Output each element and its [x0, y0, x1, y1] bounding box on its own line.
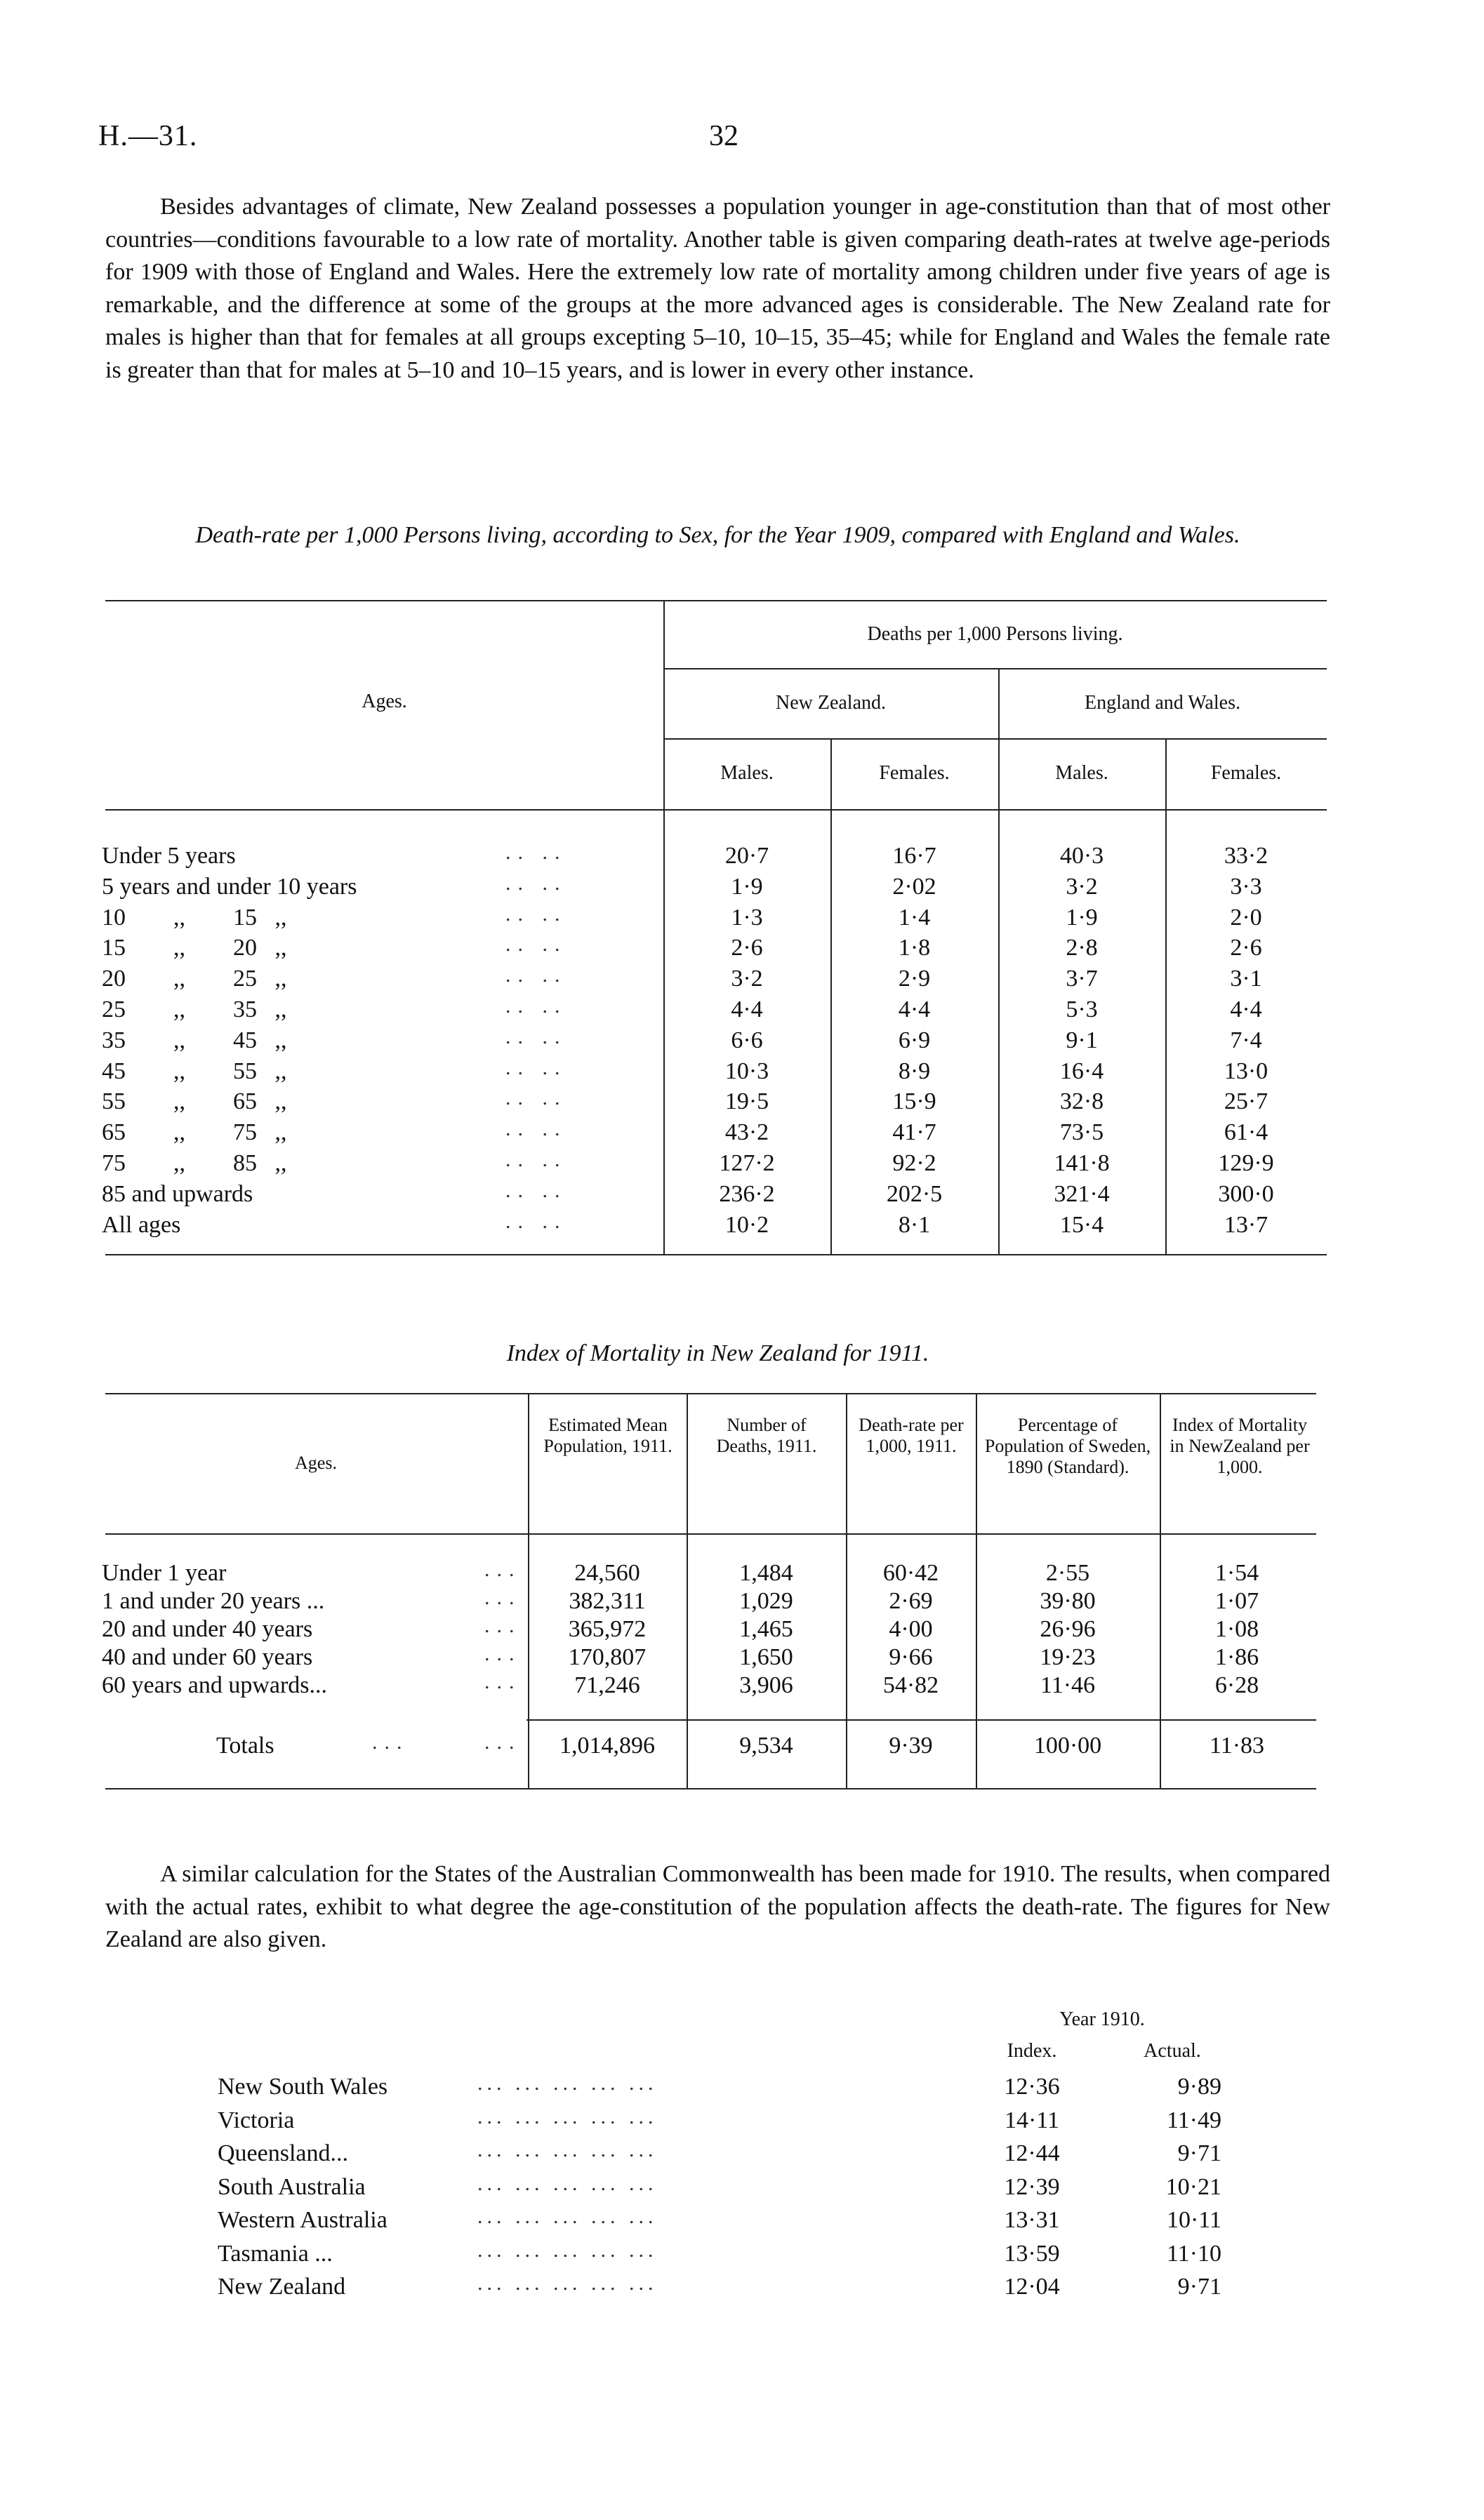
table1-cell: 2·6	[731, 935, 763, 961]
table1-row-age: All ages	[102, 1211, 181, 1238]
table1-cell: 9·1	[1066, 1027, 1098, 1053]
table3-col-actual: Actual.	[1144, 2040, 1201, 2062]
table1-cell: 15·9	[892, 1088, 936, 1115]
table2-cell: 71,246	[574, 1672, 640, 1698]
table1-cell: 13·7	[1224, 1211, 1268, 1238]
leader-dots: .. ..	[505, 1055, 567, 1079]
table1-row-age: 35 ,, 45 ,,	[102, 1027, 287, 1053]
table1-cell: 61·4	[1224, 1119, 1268, 1146]
table1-cell: 1·8	[898, 935, 931, 961]
table1-row-age: 25 ,, 35 ,,	[102, 996, 287, 1022]
table2-cell: 26·96	[1040, 1616, 1096, 1642]
table3-cell-actual: 11·49	[1166, 2107, 1221, 2133]
table1-row-age: 85 and upwards	[102, 1180, 253, 1207]
table1-caption: Death-rate per 1,000 Persons living, according to Sex, for the Year 1909, compared with England and Wales.	[195, 522, 1240, 548]
table2-row-age: 40 and under 60 years	[102, 1644, 313, 1670]
table1-cell: 141·8	[1054, 1150, 1110, 1176]
table2-cell: 4·00	[889, 1616, 933, 1642]
table1-cell: 73·5	[1059, 1119, 1104, 1146]
leader-dots: ...	[484, 1731, 522, 1754]
table2-cell: 382,311	[569, 1588, 646, 1614]
table2-totals-rule	[526, 1719, 1316, 1721]
table2-cell: 54·82	[882, 1672, 939, 1698]
table1-row-age: 5 years and under 10 years	[102, 873, 357, 900]
table1-header-ew-males: Males.	[1055, 762, 1108, 784]
leader-dots: ... ... ... ... ...	[477, 2238, 658, 2262]
table2-cell: 1·86	[1214, 1644, 1259, 1670]
table1-cell: 43·2	[724, 1119, 769, 1146]
table3-cell-index: 13·59	[1004, 2240, 1060, 2267]
table1-cell: 127·2	[719, 1150, 775, 1176]
table1-cell: 19·5	[724, 1088, 769, 1115]
table3-row-state: New South Wales	[218, 2074, 388, 2100]
leader-dots: .. ..	[505, 964, 567, 987]
table1-cell: 2·9	[898, 966, 931, 992]
table2-cell: 3,906	[739, 1672, 793, 1698]
leader-dots: .. ..	[505, 1117, 567, 1141]
table2-totals-deaths: 9,534	[739, 1733, 793, 1759]
table1-row-age: 10 ,, 15 ,,	[102, 904, 287, 931]
leader-dots: .. ..	[505, 994, 567, 1018]
table1-cell: 4·4	[1230, 996, 1262, 1022]
table3-cell-index: 12·04	[1004, 2274, 1060, 2300]
table1-cell: 13·0	[1224, 1058, 1268, 1084]
table1-cell: 40·3	[1059, 843, 1104, 869]
table1-cell: 3·2	[1066, 873, 1098, 900]
table2-header-rule	[105, 1533, 1316, 1535]
table1-cell: 6·6	[731, 1027, 763, 1053]
table1-header-ew: England and Wales.	[1085, 692, 1240, 714]
leader-dots: ...	[484, 1558, 522, 1581]
table3-cell-actual: 11·10	[1166, 2240, 1221, 2267]
table2-header-deaths: Number of Deaths, 1911.	[716, 1415, 817, 1456]
table1-cell: 3·1	[1230, 966, 1262, 992]
table2-top-rule	[105, 1393, 1316, 1394]
table2-row-age: Under 1 year	[102, 1560, 227, 1586]
table2-cell: 1,484	[739, 1560, 793, 1586]
table1-cell: 3·7	[1066, 966, 1098, 992]
table1-cell: 1·9	[1066, 904, 1098, 931]
table1-bottom-rule	[105, 1254, 1327, 1255]
table1-cell: 16·4	[1059, 1058, 1104, 1084]
table1-header-ages: Ages.	[362, 691, 407, 712]
leader-dots: ... ... ... ... ...	[477, 2105, 658, 2128]
table1-cell: 202·5	[886, 1180, 943, 1207]
table2-totals-pop: 1,014,896	[559, 1733, 655, 1759]
table1-cell: 2·0	[1230, 904, 1262, 931]
table1-row-age: 65 ,, 75 ,,	[102, 1119, 287, 1146]
table1-sub-rule	[663, 738, 1327, 740]
table1-cell: 10·2	[724, 1211, 769, 1238]
table1-row-age: 15 ,, 20 ,,	[102, 935, 287, 961]
table1-cell: 300·0	[1218, 1180, 1274, 1207]
table2-cell: 9·66	[889, 1644, 933, 1670]
table1-cell: 5·3	[1066, 996, 1098, 1022]
table1-cell: 25·7	[1224, 1088, 1268, 1115]
table1-cell: 4·4	[898, 996, 931, 1022]
table1-cell: 41·7	[892, 1119, 936, 1146]
table2-cell: 1·08	[1214, 1616, 1259, 1642]
leader-dots: .. ..	[505, 933, 567, 956]
table1-header-ew-females: Females.	[1210, 762, 1282, 784]
table1-cell: 92·2	[892, 1150, 936, 1176]
table2-totals-index: 11·83	[1209, 1733, 1265, 1759]
leader-dots: ... ... ... ... ...	[477, 2272, 658, 2295]
table2-cell: 24,560	[574, 1560, 640, 1586]
table3-cell-actual: 9·89	[1177, 2074, 1221, 2100]
table2-cell: 1·07	[1214, 1588, 1259, 1614]
closing-paragraph: A similar calculation for the States of the Australian Commonwealth has been made for 1910. The results, when compared with the actual rates, exhibit to what degree the age-constitution of the population affects the death-rate. The figures for New Zealand are also given.	[105, 1861, 1330, 1952]
leader-dots: .. ..	[505, 1086, 567, 1110]
table3-cell-index: 14·11	[1004, 2107, 1060, 2133]
table3-year-label: Year 1910.	[1059, 2008, 1145, 2030]
table2-cell: 365,972	[568, 1616, 647, 1642]
table2-bottom-rule	[105, 1788, 1316, 1789]
table3-cell-index: 12·44	[1004, 2140, 1060, 2166]
table3-row-state: New Zealand	[218, 2274, 346, 2300]
table1-cell: 3·3	[1230, 873, 1262, 900]
table1-cell: 16·7	[892, 843, 936, 869]
page-number: 32	[709, 120, 738, 152]
table2-cell: 6·28	[1214, 1672, 1259, 1698]
table3-row-state: South Australia	[218, 2173, 366, 2200]
table2-cell: 39·80	[1040, 1588, 1096, 1614]
leader-dots: .. ..	[505, 1148, 567, 1171]
table2-cell: 2·55	[1045, 1560, 1090, 1586]
table1-group-rule	[663, 668, 1327, 669]
table1-top-rule	[105, 600, 1327, 601]
table1-cell: 3·2	[731, 966, 763, 992]
leader-dots: ... ... ... ... ...	[477, 2072, 658, 2095]
leader-dots: ...	[484, 1642, 522, 1665]
table3-cell-index: 13·31	[1004, 2207, 1060, 2233]
table2-cell: 19·23	[1040, 1644, 1096, 1670]
table1-cell: 7·4	[1230, 1027, 1262, 1053]
table1-cell: 1·9	[731, 873, 763, 900]
table2-cell: 11·46	[1040, 1672, 1096, 1698]
table1-cell: 2·02	[892, 873, 936, 900]
leader-dots: .. ..	[505, 1178, 567, 1202]
table1-cell: 10·3	[724, 1058, 769, 1084]
leader-dots: ... ... ... ... ...	[477, 2138, 658, 2161]
table2-header-ages: Ages.	[295, 1453, 337, 1473]
table3-row-state: Tasmania ...	[218, 2240, 333, 2267]
leader-dots: ...	[484, 1670, 522, 1693]
leader-dots: ...	[484, 1614, 522, 1637]
table1-row-age: Under 5 years	[102, 843, 236, 869]
table1-cell: 2·6	[1230, 935, 1262, 961]
table1-cell: 236·2	[719, 1180, 775, 1207]
table1-cell: 32·8	[1059, 1088, 1104, 1115]
table3-cell-actual: 9·71	[1177, 2140, 1221, 2166]
table1-header-nz: New Zealand.	[775, 692, 887, 714]
table1-cell: 8·9	[898, 1058, 931, 1084]
table1-cell: 1·4	[898, 904, 931, 931]
table2-header-pct: Percentage of Population of Sweden, 1890 (Standard).	[984, 1415, 1151, 1477]
table2-cell: 1,465	[739, 1616, 793, 1642]
table2-row-age: 60 years and upwards...	[102, 1672, 328, 1698]
table2-cell: 1,650	[739, 1644, 793, 1670]
table3-cell-actual: 9·71	[1177, 2274, 1221, 2300]
table1-cell: 20·7	[724, 843, 769, 869]
table1-cell: 33·2	[1224, 843, 1268, 869]
table1-header-rule	[105, 809, 1327, 811]
table1-row-age: 55 ,, 65 ,,	[102, 1088, 287, 1115]
table2-header-rate: Death-rate per 1,000, 1911.	[859, 1415, 964, 1456]
intro-paragraph: Besides advantages of climate, New Zealand possesses a population younger in age-constitution than that of most other countries—conditions favourable to a low rate of mortality. Another table is given comparing death-rates at twelve age-periods for 1909 with those of England and Wales. Here the extremely low rate of mortality among children under five years of age is remarkable, and the difference at some of the groups at the more advanced ages is considerable. The New Zealand rate for males is higher than that for females at all groups excepting 5–10, 10–15, 35–45; while for England and Wales the female rate is greater than that for males at 5–10 and 10–15 years, and is lower in every other instance.	[105, 194, 1330, 383]
leader-dots: .. ..	[505, 1025, 567, 1048]
table3-col-index: Index.	[1007, 2040, 1057, 2062]
table1-row-age: 75 ,, 85 ,,	[102, 1150, 287, 1176]
table2-cell: 1,029	[739, 1588, 793, 1614]
table2-header-pop: Estimated Mean Population, 1911.	[543, 1415, 673, 1456]
table1-row-age: 45 ,, 55 ,,	[102, 1058, 287, 1084]
table3-cell-index: 12·39	[1004, 2173, 1060, 2200]
document-id: H.—31.	[98, 120, 198, 152]
table2-header-index: Index of Mortality in NewZealand per 1,000.	[1170, 1415, 1310, 1477]
table2-cell: 60·42	[882, 1560, 939, 1586]
table1-cell: 1·3	[731, 904, 763, 931]
leader-dots: ...	[372, 1731, 409, 1754]
leader-dots: ...	[484, 1586, 522, 1609]
table2-cell: 170,807	[568, 1644, 647, 1670]
table2-caption: Index of Mortality in New Zealand for 1911.	[506, 1340, 929, 1366]
table1-header-group: Deaths per 1,000 Persons living.	[867, 623, 1123, 645]
table1-cell: 15·4	[1059, 1211, 1104, 1238]
table3-row-state: Western Australia	[218, 2207, 387, 2233]
leader-dots: ... ... ... ... ...	[477, 2171, 658, 2195]
table1-cell: 321·4	[1054, 1180, 1110, 1207]
leader-dots: .. ..	[505, 1209, 567, 1233]
table1-row-age: 20 ,, 25 ,,	[102, 966, 287, 992]
table1-cell: 2·8	[1066, 935, 1098, 961]
table3-cell-actual: 10·21	[1165, 2173, 1221, 2200]
leader-dots: .. ..	[505, 841, 567, 864]
table2-row-age: 20 and under 40 years	[102, 1616, 313, 1642]
leader-dots: .. ..	[505, 902, 567, 926]
table1-header-nz-males: Males.	[720, 762, 774, 784]
table3-row-state: Victoria	[218, 2107, 295, 2133]
leader-dots: .. ..	[505, 871, 567, 895]
table1-cell: 8·1	[898, 1211, 931, 1238]
table2-cell: 2·69	[889, 1588, 933, 1614]
table2-totals-pct: 100·00	[1033, 1733, 1102, 1759]
table3-cell-actual: 10·11	[1166, 2207, 1221, 2233]
table2-cell: 1·54	[1214, 1560, 1259, 1586]
table3-row-state: Queensland...	[218, 2140, 349, 2166]
table2-totals-label: Totals	[216, 1733, 274, 1759]
table1-cell: 6·9	[898, 1027, 931, 1053]
table3-cell-index: 12·36	[1004, 2074, 1060, 2100]
table1-cell: 129·9	[1218, 1150, 1274, 1176]
table2-totals-rate: 9·39	[889, 1733, 933, 1759]
table1-header-nz-females: Females.	[879, 762, 950, 784]
table1-cell: 4·4	[731, 996, 763, 1022]
leader-dots: ... ... ... ... ...	[477, 2205, 658, 2228]
table2-row-age: 1 and under 20 years ...	[102, 1588, 325, 1614]
